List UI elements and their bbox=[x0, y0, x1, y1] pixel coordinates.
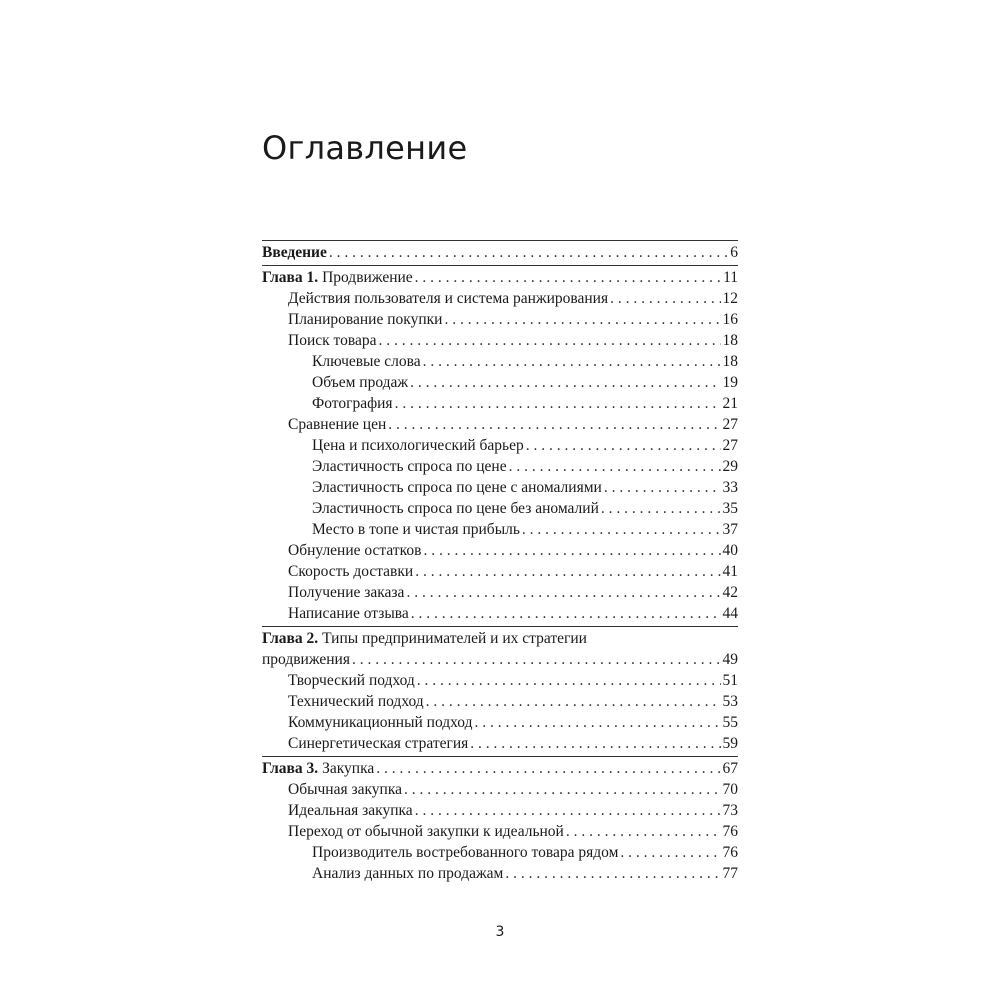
toc-group-chapter-1 bbox=[262, 265, 738, 626]
toc-entry-chapter-1[interactable] bbox=[262, 267, 738, 288]
dot-leader bbox=[475, 712, 721, 733]
dot-leader bbox=[423, 351, 721, 372]
dot-leader bbox=[505, 863, 720, 884]
toc-entry-page: 70 bbox=[722, 781, 738, 798]
toc-entry[interactable] bbox=[262, 561, 738, 582]
dot-leader bbox=[522, 519, 721, 540]
toc-entry-page: 77 bbox=[722, 865, 738, 882]
toc-entry-page: 35 bbox=[722, 500, 738, 517]
toc-entry-page: 21 bbox=[722, 395, 738, 412]
dot-leader bbox=[417, 670, 721, 691]
toc-entry-title: Планирование покупки bbox=[288, 311, 443, 328]
toc-entry-page: 29 bbox=[722, 458, 738, 475]
toc-entry-title: Объем продаж bbox=[312, 374, 409, 391]
dot-leader bbox=[415, 267, 721, 288]
toc-entry[interactable] bbox=[262, 351, 738, 372]
toc-entry-title: Ключевые слова bbox=[312, 353, 421, 370]
toc-entry[interactable] bbox=[262, 435, 738, 456]
toc-entry-page: 73 bbox=[722, 802, 738, 819]
dot-leader bbox=[378, 330, 720, 351]
toc-entry-page: 51 bbox=[722, 672, 738, 689]
dot-leader bbox=[470, 733, 720, 754]
toc-entry-page: 12 bbox=[722, 290, 738, 307]
toc-entry-title: Продвижение bbox=[322, 269, 413, 286]
toc-entry-title: Фотография bbox=[312, 395, 393, 412]
dot-leader bbox=[352, 649, 721, 670]
toc-entry-page: 41 bbox=[722, 563, 738, 580]
toc-entry[interactable] bbox=[262, 288, 738, 309]
toc-entry-title: Цена и психологический барьер bbox=[312, 437, 524, 454]
toc-entry[interactable] bbox=[262, 670, 738, 691]
toc-entry-title: Переход от обычной закупки к идеальной bbox=[288, 823, 564, 840]
toc-entry[interactable] bbox=[262, 309, 738, 330]
toc-entry[interactable] bbox=[262, 779, 738, 800]
chapter-label: Глава 3. bbox=[262, 760, 319, 777]
dot-leader bbox=[406, 582, 720, 603]
toc-entry-page: 16 bbox=[722, 311, 738, 328]
toc-entry-page: 76 bbox=[722, 823, 738, 840]
dot-leader bbox=[415, 561, 720, 582]
dot-leader bbox=[601, 498, 721, 519]
toc-entry-title: Коммуникационный подход bbox=[288, 714, 473, 731]
toc-entry-title: Действия пользователя и система ранжирования bbox=[288, 290, 609, 307]
toc-entry-title: Сравнение цен bbox=[288, 416, 387, 433]
toc-entry-page: 53 bbox=[722, 693, 738, 710]
toc-entry-title: Закупка bbox=[322, 760, 375, 777]
dot-leader bbox=[566, 821, 721, 842]
toc-entry[interactable] bbox=[262, 456, 738, 477]
dot-leader bbox=[415, 800, 721, 821]
dot-leader bbox=[444, 309, 720, 330]
toc-entry-page: 67 bbox=[722, 760, 738, 777]
chapter-label: Глава 1. bbox=[262, 269, 319, 286]
toc-entry[interactable] bbox=[262, 733, 738, 754]
toc-entry-page: 55 bbox=[722, 714, 738, 731]
dot-leader bbox=[395, 393, 721, 414]
dot-leader bbox=[509, 456, 721, 477]
toc-entry-page: 27 bbox=[722, 437, 738, 454]
toc-entry-page: 6 bbox=[730, 244, 738, 261]
toc-entry-page: 49 bbox=[722, 651, 738, 668]
toc-entry[interactable] bbox=[262, 691, 738, 712]
toc-entry-title: Эластичность спроса по цене без аномалий bbox=[312, 500, 599, 517]
dot-leader bbox=[604, 477, 721, 498]
dot-leader bbox=[411, 603, 721, 624]
toc-entry-title: Анализ данных по продажам bbox=[312, 865, 504, 882]
toc-entry-page: 44 bbox=[722, 605, 738, 622]
dot-leader bbox=[620, 842, 720, 863]
toc-entry-title: Производитель востребованного товара рядом bbox=[312, 844, 619, 861]
toc-entry[interactable] bbox=[262, 540, 738, 561]
toc-entry-title: Скорость доставки bbox=[288, 563, 414, 580]
toc-entry[interactable] bbox=[262, 800, 738, 821]
dot-leader bbox=[329, 242, 728, 263]
toc-entry-page: 33 bbox=[722, 479, 738, 496]
chapter-label: Глава 2. bbox=[262, 630, 319, 647]
toc-entry[interactable] bbox=[262, 477, 738, 498]
toc-entry-chapter-2-line-2[interactable] bbox=[262, 649, 738, 670]
dot-leader bbox=[423, 540, 720, 561]
dot-leader bbox=[404, 779, 720, 800]
toc-entry-chapter-3[interactable] bbox=[262, 758, 738, 779]
toc-entry[interactable] bbox=[262, 372, 738, 393]
dot-leader bbox=[376, 758, 720, 779]
toc-entry-title: Эластичность спроса по цене bbox=[312, 458, 507, 475]
dot-leader bbox=[526, 435, 721, 456]
dot-leader bbox=[610, 288, 720, 309]
toc-entry[interactable] bbox=[262, 414, 738, 435]
toc-entry-page: 18 bbox=[722, 332, 738, 349]
page-number: 3 bbox=[495, 924, 505, 940]
toc-entry[interactable] bbox=[262, 842, 738, 863]
toc-entry-title: Типы предпринимателей и их стратегии bbox=[322, 630, 587, 647]
dot-leader bbox=[388, 414, 720, 435]
toc-entry-intro[interactable] bbox=[262, 242, 738, 263]
toc-entry-page: 37 bbox=[722, 521, 738, 538]
toc-group-chapter-3 bbox=[262, 756, 738, 886]
toc-entry[interactable] bbox=[262, 330, 738, 351]
toc-entry-page: 59 bbox=[722, 735, 738, 752]
table-of-contents bbox=[262, 240, 738, 886]
toc-entry-title: Технический подход bbox=[288, 693, 424, 710]
toc-entry-page: 11 bbox=[723, 269, 738, 286]
toc-entry[interactable] bbox=[262, 821, 738, 842]
toc-group-intro bbox=[262, 240, 738, 265]
toc-entry-title: Введение bbox=[262, 244, 327, 261]
toc-entry-page: 76 bbox=[722, 844, 738, 861]
toc-entry-title: Эластичность спроса по цене с аномалиями bbox=[312, 479, 602, 496]
toc-entry[interactable] bbox=[262, 603, 738, 624]
toc-entry[interactable] bbox=[262, 519, 738, 540]
dot-leader bbox=[426, 691, 721, 712]
dot-leader bbox=[410, 372, 720, 393]
toc-entry[interactable] bbox=[262, 393, 738, 414]
toc-entry-title: Поиск товара bbox=[288, 332, 377, 349]
toc-entry[interactable] bbox=[262, 582, 738, 603]
toc-entry-page: 40 bbox=[722, 542, 738, 559]
toc-entry-title: Творческий подход bbox=[288, 672, 415, 689]
toc-group-chapter-2 bbox=[262, 626, 738, 756]
toc-entry-title: Обнуление остатков bbox=[288, 542, 422, 559]
page-title: Оглавление bbox=[262, 129, 468, 167]
toc-entry-page: 18 bbox=[722, 353, 738, 370]
toc-entry-page: 42 bbox=[722, 584, 738, 601]
toc-entry-page: 27 bbox=[722, 416, 738, 433]
toc-entry[interactable] bbox=[262, 863, 738, 884]
toc-entry[interactable] bbox=[262, 712, 738, 733]
toc-entry-title: Обычная закупка bbox=[288, 781, 403, 798]
toc-entry-title: Синергетическая стратегия bbox=[288, 735, 469, 752]
toc-entry-title: Написание отзыва bbox=[288, 605, 409, 622]
toc-entry-title: Место в топе и чистая прибыль bbox=[312, 521, 520, 538]
toc-entry-page: 19 bbox=[722, 374, 738, 391]
toc-entry-chapter-2-line-1[interactable] bbox=[262, 628, 738, 649]
toc-entry-title: Идеальная закупка bbox=[288, 802, 413, 819]
toc-entry-title: продвижения bbox=[262, 651, 350, 668]
toc-entry-title: Получение заказа bbox=[288, 584, 405, 601]
toc-entry[interactable] bbox=[262, 498, 738, 519]
